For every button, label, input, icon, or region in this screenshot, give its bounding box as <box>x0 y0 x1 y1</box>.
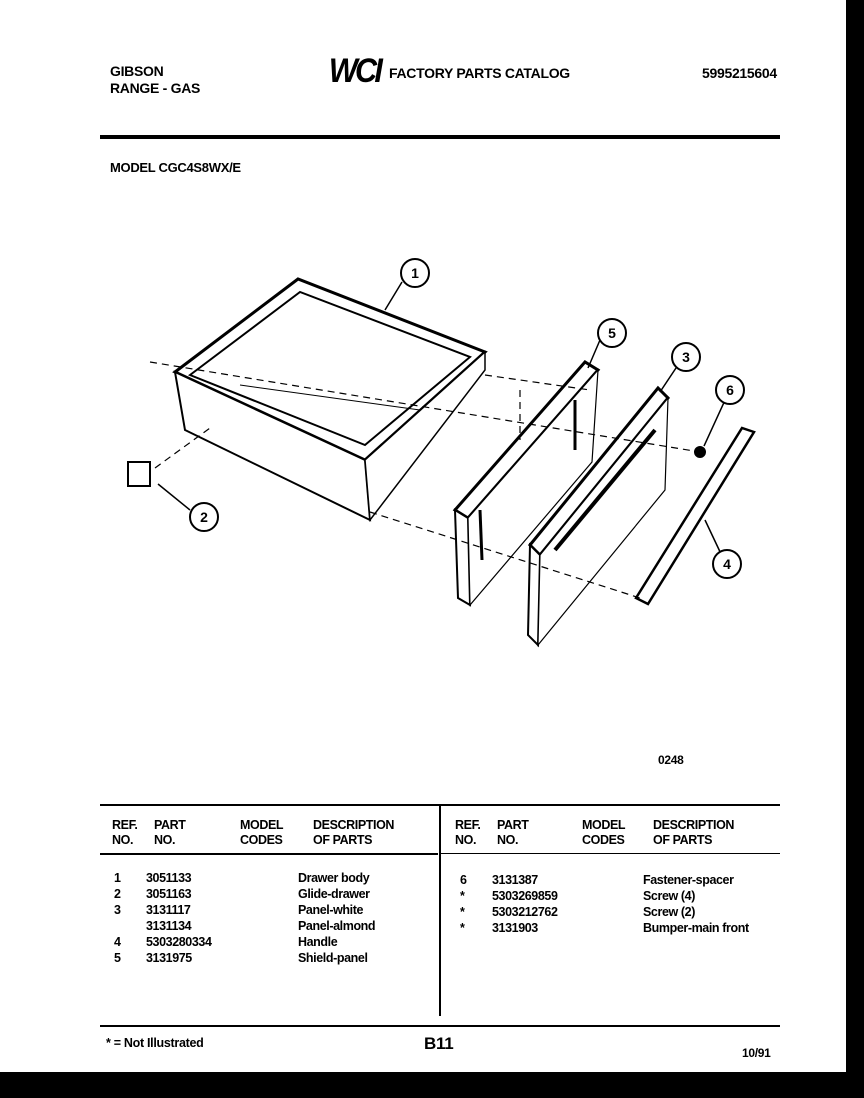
callout-1 <box>401 259 429 287</box>
left-header-rule <box>100 853 438 855</box>
footnote: * = Not Illustrated <box>106 1036 204 1050</box>
product-type: RANGE - GAS <box>110 80 201 96</box>
svg-text:6: 6 <box>726 382 734 398</box>
wci-logo: WCI <box>328 52 381 90</box>
catalog-number: 5995215604 <box>702 65 777 81</box>
svg-text:5: 5 <box>608 325 616 341</box>
callout-4 <box>713 550 741 578</box>
page-number: B11 <box>424 1034 454 1053</box>
model-label: MODEL CGC4S8WX/E <box>110 160 241 175</box>
figure-code: 0248 <box>658 753 684 767</box>
callout-6 <box>716 376 744 404</box>
svg-text:2: 2 <box>200 509 208 525</box>
revision-date: 10/91 <box>742 1046 771 1060</box>
svg-text:3: 3 <box>682 349 690 365</box>
drawer-body <box>175 279 485 520</box>
right-header-rule <box>441 853 780 854</box>
svg-text:4: 4 <box>723 556 731 572</box>
catalog-title: FACTORY PARTS CATALOG <box>389 65 570 81</box>
brand: GIBSON <box>110 63 164 79</box>
callout-3 <box>672 343 700 371</box>
callout-5 <box>598 319 626 347</box>
callout-2 <box>190 503 218 531</box>
catalog-page: GIBSON RANGE - GAS WCI FACTORY PARTS CATALOG 5995215604 MODEL CGC4S8WX/E 1 5 3 6 4 2 0248 REF. NO. PART NO. MODEL CODES DESCRIPTION OF PARTS REF. NO. PART NO. MODEL CODES DESCRIPTION OF PARTS 1 3051133 Drawer body 2 3051163 Glide-drawer 3 3131117 Panel-white 3131134 Panel-almond 4 5303280334 Handle 5 3131975 Shield-panel 6 3131387 Fastener-spacer * 5303269859 Screw (4) * 5303212762 Screw (2) * 3131903 Bumper-main front * = Not Illustrated B11 10/91 <box>0 0 846 1072</box>
glide-drawer <box>128 462 150 486</box>
svg-text:1: 1 <box>411 265 419 281</box>
table-bottom-rule <box>100 1025 780 1027</box>
table-divider <box>439 806 441 1016</box>
